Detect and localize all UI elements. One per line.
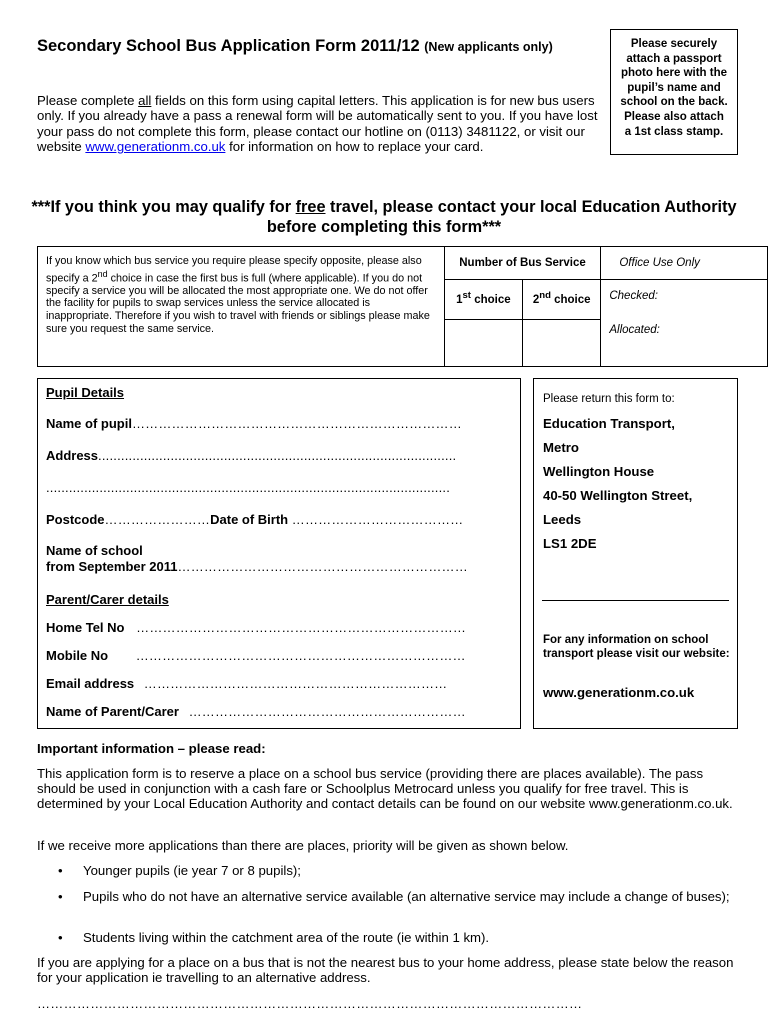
address-line-2-dots[interactable]: ..........................................................................................................	[46, 480, 451, 495]
school-field[interactable]	[46, 559, 468, 574]
free-travel-underlined: free	[295, 198, 326, 216]
home-tel-label: Home Tel No	[46, 620, 125, 635]
dob-label: Date of Birth	[210, 512, 289, 527]
pupil-details-heading: Pupil Details	[46, 385, 125, 400]
postcode-label: Postcode	[46, 512, 105, 527]
return-label: Please return this form to:	[543, 393, 675, 405]
photo-line: photo here with the	[620, 67, 728, 80]
return-address-line: Metro	[543, 440, 579, 455]
return-address	[543, 412, 692, 556]
email-field[interactable]	[46, 676, 447, 691]
first-choice-word: choice	[471, 293, 511, 306]
school-label-line-2: from September 2011	[46, 559, 178, 574]
bullet-text: Students living within the catchment area of the route (ie within 1 km).	[83, 930, 490, 945]
address-field[interactable]	[46, 448, 456, 463]
important-para-1: This application form is to reserve a place on a school bus service (providing there are places available). The pass should be used in conjunction with a cash fare or Schoolplus Metrocard unless you qualify for free travel. This is determined by your Local Education Authority and contact details can be found on our website www.generationm.co.uk.	[37, 766, 733, 812]
bullet-icon: •	[58, 863, 63, 878]
important-para-2: If we receive more applications than there are places, priority will be given as shown below.	[37, 838, 569, 853]
home-tel-dots[interactable]: …………………………………………………………………	[136, 620, 467, 635]
photo-line: school on the back.	[620, 96, 728, 109]
school-dots[interactable]: …………………………………………………………	[177, 559, 468, 574]
parent-name-label: Name of Parent/Carer	[46, 704, 179, 719]
return-address-line: Leeds	[543, 512, 582, 527]
bullet-text: Pupils who do not have an alternative service available (an alternative service may include a change of buses);	[83, 889, 730, 904]
dob-dots[interactable]: …………………………………	[291, 512, 464, 527]
school-label-line-1: Name of school	[46, 543, 143, 558]
mobile-label: Mobile No	[46, 648, 109, 663]
bus-service-table	[37, 246, 768, 367]
mobile-dots[interactable]: …………………………………………………………………	[135, 648, 466, 663]
second-choice-num: 2	[532, 293, 540, 306]
service-instructions-text-a: If you know which bus service you require please specify opposite, please also specify a 2	[46, 255, 422, 285]
free-travel-text-1: ***If you think you may qualify for	[31, 198, 296, 216]
second-choice-sup: nd	[539, 290, 551, 301]
email-dots[interactable]: ……………………………………………………………	[143, 676, 448, 691]
bullet-icon: •	[58, 889, 63, 904]
address-line-2-field[interactable]	[46, 480, 450, 495]
free-travel-notice	[30, 197, 738, 237]
free-travel-text-2: travel, please contact your local Education Authority before completing this form***	[266, 198, 737, 236]
second-choice-input[interactable]	[523, 320, 601, 367]
bus-service-header: Number of Bus Service	[444, 247, 601, 280]
service-instructions-text-b: choice in case the first bus is full (where applicable). If you do not specify a service you will be allocated the most appropriate one. We do not offer the facility for pupils to swap services unless the service allocated is inappropriate. Therefore if you wish to travel with friends or siblings please make sure you request the same service.	[46, 272, 430, 335]
first-choice-num: 1	[456, 293, 463, 306]
office-checked-label: Checked:	[609, 290, 658, 302]
parent-name-field[interactable]	[46, 704, 466, 719]
form-title	[37, 37, 553, 56]
address-dots[interactable]: ..............................................................................................	[98, 448, 457, 463]
return-address-line: 40-50 Wellington Street,	[543, 488, 693, 503]
intro-text-3: for information on how to replace your card.	[225, 139, 484, 155]
form-title-note: (New applicants only)	[424, 40, 553, 54]
intro-text-1: Please complete	[37, 93, 139, 108]
bullet-text: Younger pupils (ie year 7 or 8 pupils);	[83, 863, 301, 878]
email-label: Email address	[46, 676, 135, 691]
first-choice-input[interactable]	[444, 320, 522, 367]
return-address-line: Wellington House	[543, 464, 655, 479]
return-address-box	[533, 378, 738, 729]
return-address-line: Education Transport,	[543, 416, 675, 431]
pupil-name-field[interactable]	[46, 416, 462, 431]
office-allocated-label: Allocated:	[609, 324, 660, 336]
divider-line	[542, 600, 729, 601]
pupil-details-box	[37, 378, 521, 729]
intro-paragraph	[37, 93, 605, 155]
bullet-icon: •	[58, 930, 63, 945]
photo-line: pupil’s name and	[627, 81, 721, 94]
service-instructions	[38, 247, 445, 367]
reason-field[interactable]: ……………………………………………………………………………………………………………	[37, 996, 583, 1011]
office-use-cell	[601, 280, 768, 367]
mobile-field[interactable]	[46, 648, 466, 663]
second-choice-word: choice	[550, 293, 591, 306]
important-info-heading: Important information – please read:	[37, 741, 266, 756]
first-choice-sup: st	[462, 290, 472, 301]
return-website[interactable]: www.generationm.co.uk	[543, 685, 695, 700]
parent-carer-heading: Parent/Carer details	[46, 592, 169, 607]
second-choice-label	[523, 280, 601, 320]
postcode-dob-row	[46, 512, 463, 527]
important-para-3: If you are applying for a place on a bus that is not the nearest bus to your home address, please state below the reason for your application ie travelling to an alternative address.	[37, 955, 734, 986]
pupil-name-dots[interactable]: …………………………………………………………………	[131, 416, 462, 431]
service-instructions-sup: nd	[97, 268, 108, 279]
address-label: Address	[46, 448, 99, 463]
website-link[interactable]: www.generationm.co.uk	[85, 139, 226, 155]
intro-text-2: fields on this form using capital letters. This application is for new bus users only. If you already have a pass a renewal form will be automatically sent to you. If you have lost your pass do not complete this form, please contact our hotline on (0113) 3481122, or visit our website	[37, 93, 598, 155]
home-tel-field[interactable]	[46, 620, 466, 635]
parent-name-dots[interactable]: ………………………………………………………	[188, 704, 466, 719]
photo-line: Please also attach	[624, 110, 724, 123]
office-use-header: Office Use Only	[601, 247, 768, 280]
pupil-name-label: Name of pupil	[46, 416, 132, 431]
photo-attach-box	[610, 29, 738, 155]
first-choice-label	[444, 280, 522, 320]
photo-line: a 1st class stamp.	[624, 125, 724, 138]
return-address-line: LS1 2DE	[543, 536, 597, 551]
form-title-text: Secondary School Bus Application Form 2011/12	[37, 37, 420, 55]
intro-underlined-all: all	[138, 93, 152, 108]
school-transport-info: For any information on school transport please visit our website:	[543, 634, 730, 661]
photo-line: Please securely	[630, 38, 718, 50]
postcode-dots[interactable]: ……………………	[104, 512, 211, 527]
photo-line: attach a passport	[626, 52, 722, 65]
